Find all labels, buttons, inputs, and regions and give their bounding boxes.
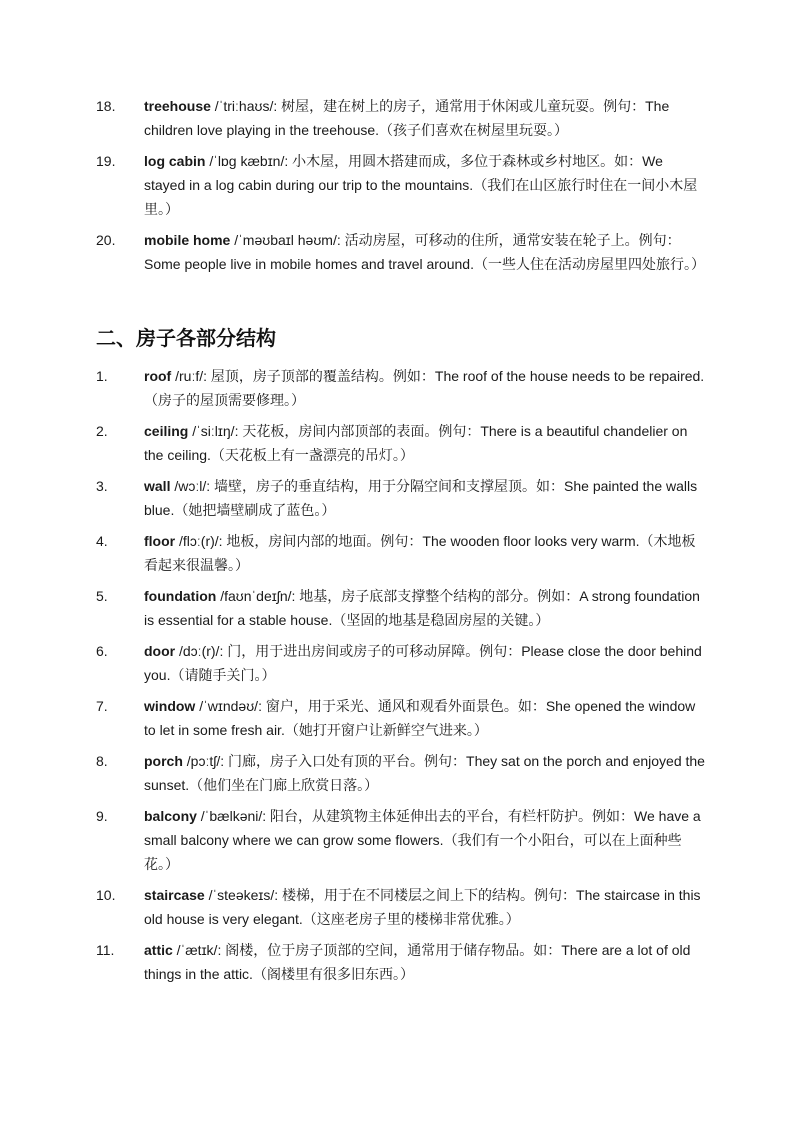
item-number: 19. <box>96 153 116 169</box>
item-number: 20. <box>96 232 116 248</box>
vocab-definition: /ˈætɪk/: 阁楼，位于房子顶部的空间，通常用于储存物品。如：There are a lot of old things in the attic.（阁楼里有很多旧东西。） <box>144 942 691 982</box>
vocab-item-mobile-home <box>96 228 706 276</box>
vocab-term: balcony <box>144 808 197 824</box>
item-number: 10. <box>96 887 116 903</box>
item-number: 6. <box>96 643 108 659</box>
vocab-item-door <box>96 639 706 687</box>
vocab-item-porch <box>96 749 706 797</box>
section-heading: 二、房子各部分结构 <box>96 328 276 350</box>
vocab-item-balcony <box>96 804 706 876</box>
item-number: 1. <box>96 368 108 384</box>
vocab-term: staircase <box>144 887 205 903</box>
vocab-definition: /ˈlɒɡ kæbɪn/: 小木屋，用圆木搭建而成，多位于森林或乡村地区。如：We stayed in a log cabin during our trip to the mountains.（我们在山区旅行时住在一间小木屋里。） <box>144 153 698 217</box>
vocab-item-floor <box>96 529 706 577</box>
vocab-item-window <box>96 694 706 742</box>
vocab-term: window <box>144 698 196 714</box>
item-number: 3. <box>96 478 108 494</box>
vocab-term: roof <box>144 368 172 384</box>
vocab-definition: /wɔːl/: 墙壁，房子的垂直结构，用于分隔空间和支撑屋顶。如：She painted the walls blue.（她把墙壁刷成了蓝色。） <box>144 478 698 518</box>
vocab-definition: /faʊnˈdeɪʃn/: 地基，房子底部支撑整个结构的部分。例如：A strong foundation is essential for a stable house.（坚固的地基是稳固房屋的关键。） <box>144 588 700 628</box>
item-number: 2. <box>96 423 108 439</box>
vocab-list-housing-types <box>96 94 706 283</box>
vocab-term: porch <box>144 753 183 769</box>
vocab-item-ceiling <box>96 419 706 467</box>
vocab-item-staircase <box>96 883 706 931</box>
item-number: 5. <box>96 588 108 604</box>
vocab-definition: /ruːf/: 屋顶，房子顶部的覆盖结构。例如：The roof of the house needs to be repaired.（房子的屋顶需要修理。） <box>144 368 705 408</box>
vocab-definition: /ˈwɪndəʊ/: 窗户，用于采光、通风和观看外面景色。如：She opened the window to let in some fresh air.（她打开窗户让新鲜空气进来。） <box>144 698 696 738</box>
item-number: 11. <box>96 942 115 958</box>
vocab-list-house-parts <box>96 364 706 993</box>
vocab-item-foundation <box>96 584 706 632</box>
vocab-term: floor <box>144 533 176 549</box>
vocab-item-attic <box>96 938 706 986</box>
vocab-definition: /flɔː(r)/: 地板，房间内部的地面。例句：The wooden floor looks very warm.（木地板看起来很温馨。） <box>144 533 696 573</box>
vocab-term: treehouse <box>144 98 211 114</box>
vocab-term: wall <box>144 478 171 494</box>
vocab-term: log cabin <box>144 153 206 169</box>
item-number: 7. <box>96 698 108 714</box>
vocab-item-log-cabin <box>96 149 706 221</box>
vocab-definition: /ˈsiːlɪŋ/: 天花板，房间内部顶部的表面。例句：There is a beautiful chandelier on the ceiling.（天花板上有一盏漂亮的吊灯。） <box>144 423 688 463</box>
item-number: 4. <box>96 533 108 549</box>
vocab-definition: /pɔːtʃ/: 门廊，房子入口处有顶的平台。例句：They sat on the porch and enjoyed the sunset.（他们坐在门廊上欣赏日落。） <box>144 753 705 793</box>
item-number: 18. <box>96 98 116 114</box>
vocab-term: attic <box>144 942 173 958</box>
vocab-definition: /ˈtriːhaʊs/: 树屋，建在树上的房子，通常用于休闲或儿童玩耍。例句：The children love playing in the treehouse.（孩子们喜欢在树屋里玩耍。） <box>144 98 670 138</box>
vocab-term: ceiling <box>144 423 189 439</box>
vocab-term: door <box>144 643 176 659</box>
vocab-definition: /ˈməʊbaɪl həʊm/: 活动房屋，可移动的住所，通常安装在轮子上。例句：Some people live in mobile homes and travel around.（一些人住在活动房屋里四处旅行。） <box>144 232 705 272</box>
item-number: 8. <box>96 753 108 769</box>
vocab-item-roof <box>96 364 706 412</box>
vocab-term: foundation <box>144 588 217 604</box>
vocab-definition: /ˈbælkəni/: 阳台，从建筑物主体延伸出去的平台，有栏杆防护。例如：We have a small balcony where we can grow some flowers.（我们有一个小阳台，可以在上面种些花。） <box>144 808 701 872</box>
vocab-term: mobile home <box>144 232 231 248</box>
vocab-definition: /dɔː(r)/: 门，用于进出房间或房子的可移动屏障。例句：Please close the door behind you.（请随手关门。） <box>144 643 702 683</box>
vocab-item-wall <box>96 474 706 522</box>
vocab-definition: /ˈsteəkeɪs/: 楼梯，用于在不同楼层之间上下的结构。例句：The staircase in this old house is very elegant.（这座老房子里的楼梯非常优雅。） <box>144 887 701 927</box>
vocab-item-treehouse <box>96 94 706 142</box>
item-number: 9. <box>96 808 108 824</box>
